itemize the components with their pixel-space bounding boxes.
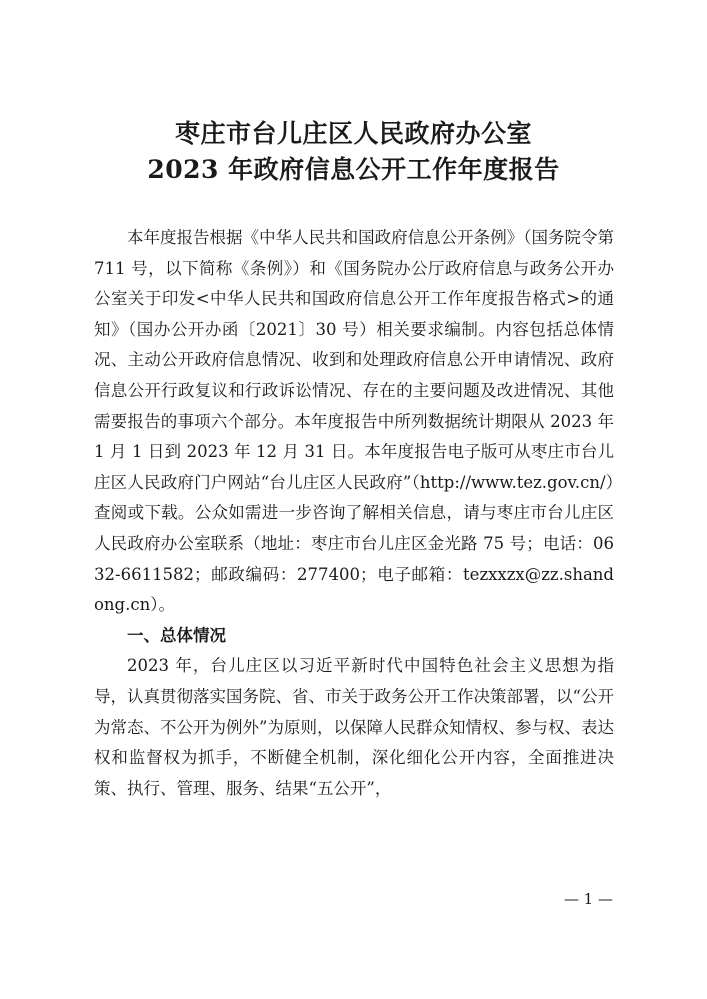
report-title-line2: 2023 年政府信息公开工作年度报告 xyxy=(147,155,560,184)
intro-paragraph: 本年度报告根据《中华人民共和国政府信息公开条例》（国务院令第 711 号，以下简称《条例》）和《国务院办公厅政府信息与政务公开办公室关于印发<中华人民共和国政府信息公开工作年度报告格式>的通知》（国办公开办函〔2021〕30 号）相关要求编制。内容包括总体情况、主动公开政府信息情况、收到和处理政府信息公开申请情况、政府信息公开行政复议和行政诉讼情况、存在的主要问题及改进情况、其他需要报告的事项六个部分。本年度报告中所列数据统计期限从 2023 年 1 月 1 日到 2023 年 12 月 31 日。本年度报告电子版可从枣庄市台儿庄区人民政府门户网站“台儿庄区人民政府”（http://www.tez.gov.cn/）查阅或下载。公众如需进一步咨询了解相关信息，请与枣庄市台儿庄区人民政府办公室联系（地址：枣庄市台儿庄区金光路 75 号；电话：0632-6611582；邮政编码：277400；电子邮箱：tezxxzx@zz.shandong.cn）。 xyxy=(94,228,614,615)
page-number: — 1 — xyxy=(563,890,613,908)
section1-heading: 一、总体情况 xyxy=(127,625,226,645)
report-title-line1: 枣庄市台儿庄区人民政府办公室 xyxy=(174,119,532,148)
section1-paragraph: 2023 年，台儿庄区以习近平新时代中国特色社会主义思想为指导，认真贯彻落实国务院、省、市关于政务公开工作决策部署，以“公开为常态、不公开为例外”为原则，以保障人民群众知情权、参与权、表达权和监督权为抓手，不断健全机制，深化细化公开内容，全面推进决策、执行、管理、服务、结果“五公开”， xyxy=(94,656,614,798)
report-body xyxy=(94,223,614,804)
